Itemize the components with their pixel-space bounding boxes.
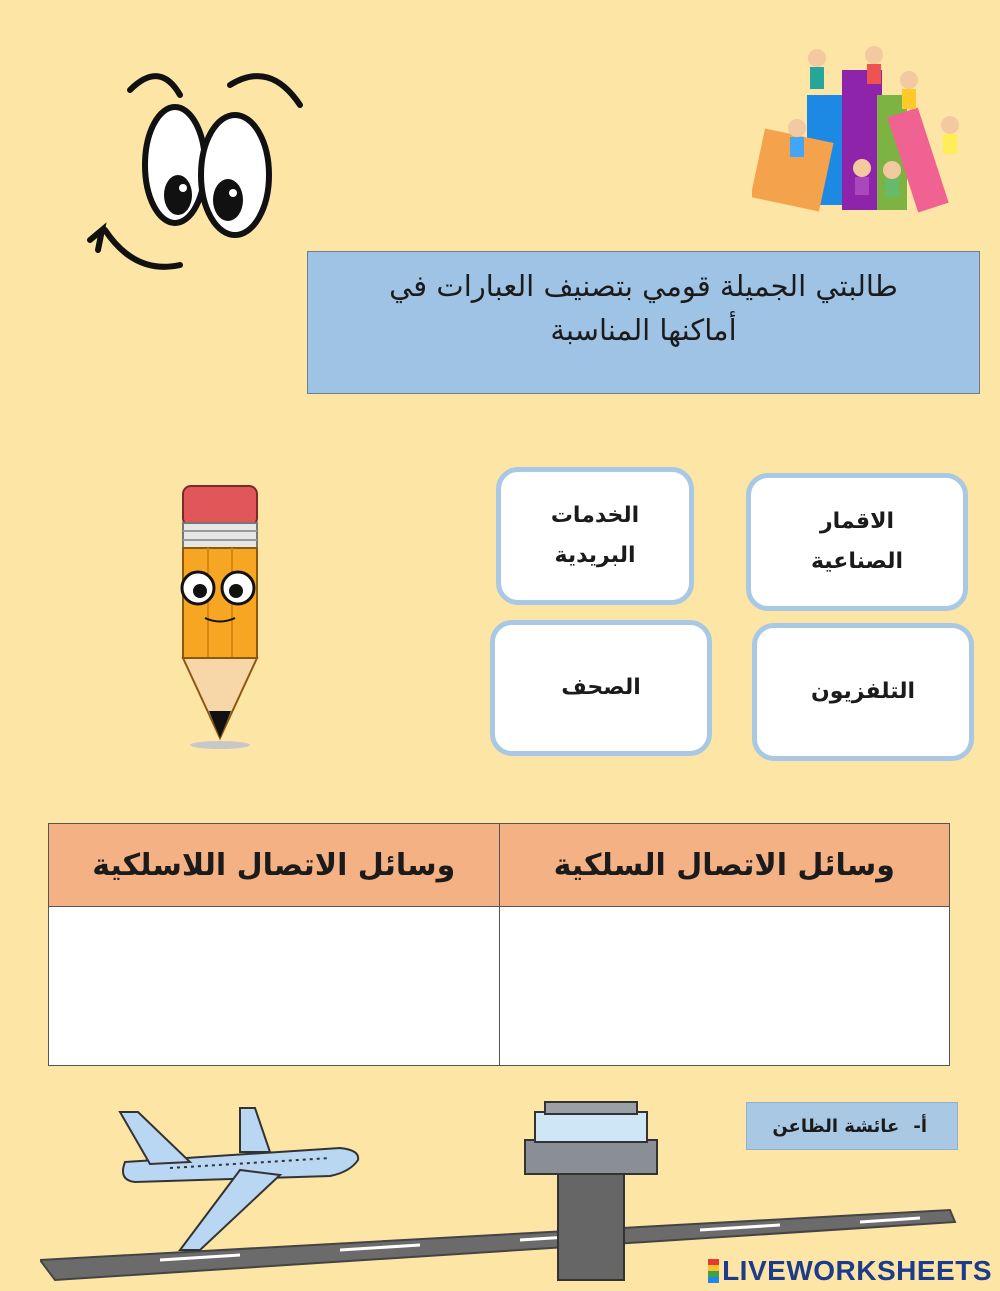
pencil-character-illustration bbox=[165, 483, 275, 753]
card-satellites-line-1: الاقمار bbox=[820, 509, 895, 534]
brand-name: LIVEWORKSHEETS bbox=[722, 1255, 992, 1286]
instruction-line-1: طالبتي الجميلة قومي بتصنيف العبارات في bbox=[389, 269, 898, 303]
instruction-box bbox=[307, 251, 980, 394]
card-satellites-line-2: الصناعية bbox=[810, 549, 904, 574]
liveworksheets-logo-icon bbox=[708, 1259, 719, 1283]
drop-zone-wireless[interactable] bbox=[49, 907, 500, 1066]
card-postal-line-2: البريدية bbox=[554, 543, 636, 568]
header-wired-communication: وسائل الاتصال السلكية bbox=[499, 824, 950, 907]
card-television[interactable] bbox=[752, 623, 974, 761]
card-satellites[interactable] bbox=[746, 473, 968, 611]
sorting-table bbox=[48, 823, 950, 1066]
card-postal-line-1: الخدمات bbox=[550, 503, 640, 528]
author-name: عائشة الظاعن bbox=[772, 1115, 900, 1137]
liveworksheets-logo bbox=[708, 1255, 992, 1287]
header-wireless-communication: وسائل الاتصال اللاسلكية bbox=[49, 824, 500, 907]
kids-on-books-illustration bbox=[752, 40, 972, 215]
card-television-label: التلفزيون bbox=[810, 679, 916, 704]
smiley-face-illustration bbox=[80, 60, 320, 280]
card-postal-services[interactable] bbox=[496, 467, 694, 605]
card-newspapers[interactable] bbox=[490, 620, 712, 756]
author-prefix: أ- bbox=[913, 1115, 927, 1137]
instruction-line-2: أماكنها المناسبة bbox=[550, 313, 737, 347]
card-newspapers-label: الصحف bbox=[561, 675, 641, 700]
drop-zone-wired[interactable] bbox=[499, 907, 950, 1066]
